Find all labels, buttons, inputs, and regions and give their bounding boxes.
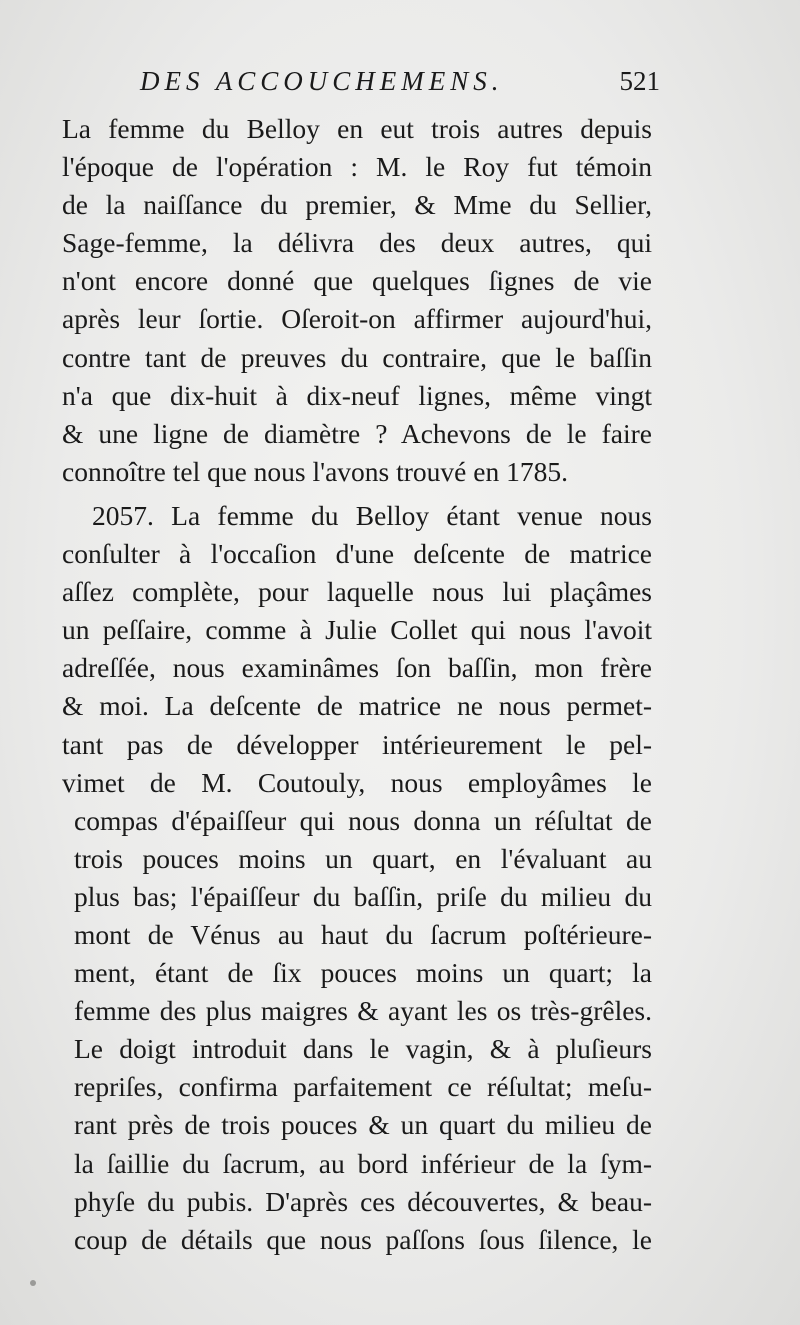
text-line: coup de détails que nous paſſons ſous ſilence, le (74, 1223, 652, 1255)
text-line: aſſez complète, pour laquelle nous lui plaçâmes (62, 576, 652, 608)
text-line: phyſe du pubis. D'après ces découvertes, & beau- (74, 1185, 652, 1217)
text-line: vimet de M. Coutouly, nous employâmes le (62, 766, 652, 798)
text-line: conſulter à l'occaſion d'une deſcente de matrice (62, 538, 652, 570)
body-text (62, 110, 652, 1259)
text-line: Sage-femme, la délivra des deux autres, qui (62, 227, 652, 259)
running-title: DES ACCOUCHEMENS. (140, 66, 504, 96)
text-line: repriſes, confirma parfaitement ce réſultat; meſu- (74, 1071, 652, 1103)
text-line: un peſſaire, comme à Julie Collet qui nous l'avoit (62, 614, 652, 646)
text-line: ment, étant de ſix pouces moins un quart; la (74, 957, 652, 989)
text-line: & moi. La deſcente de matrice ne nous permet- (62, 690, 652, 722)
text-line: plus bas; l'épaiſſeur du baſſin, priſe du milieu du (74, 880, 652, 912)
text-line: Le doigt introduit dans le vagin, & à pluſieurs (74, 1033, 652, 1065)
text-line: La femme du Belloy en eut trois autres depuis (62, 113, 652, 144)
text-line: mont de Vénus au haut du ſacrum poſtérieure- (74, 918, 652, 950)
text-line: après leur ſortie. Oſeroit-on affirmer aujourd'hui, (62, 303, 652, 335)
text-line: femme des plus maigres & ayant les os très-grêles. (74, 995, 652, 1027)
text-line: contre tant de preuves du contraire, que le baſſin (62, 341, 652, 373)
page-number: 521 (619, 66, 660, 96)
text-line: connoître tel que nous l'avons trouvé en 1785. (62, 455, 568, 487)
text-line: l'époque de l'opération : M. le Roy fut témoin (62, 151, 652, 183)
text-line: & une ligne de diamètre ? Achevons de le faire (62, 417, 652, 449)
text-line: compas d'épaiſſeur qui nous donna un réſultat de (74, 804, 652, 836)
text-line: de la naiſſance du premier, & Mme du Sellier, (62, 189, 652, 221)
text-line: trois pouces moins un quart, en l'évaluant au (74, 842, 652, 874)
paragraph-start-line: 2057. La femme du Belloy étant venue nous (92, 499, 652, 531)
text-line: la ſaillie du ſacrum, au bord inférieur de la ſym- (74, 1147, 652, 1179)
text-line: tant pas de développer intérieurement le pel- (62, 728, 652, 760)
text-line: rant près de trois pouces & un quart du milieu de (74, 1109, 652, 1141)
text-line: n'ont encore donné que quelques ſignes de vie (62, 265, 652, 297)
text-line: n'a que dix-huit à dix-neuf lignes, même vingt (62, 379, 652, 411)
ink-speck (30, 1280, 36, 1286)
page-header (140, 66, 660, 106)
text-line: adreſſée, nous examinâmes ſon baſſin, mon frère (62, 652, 652, 684)
